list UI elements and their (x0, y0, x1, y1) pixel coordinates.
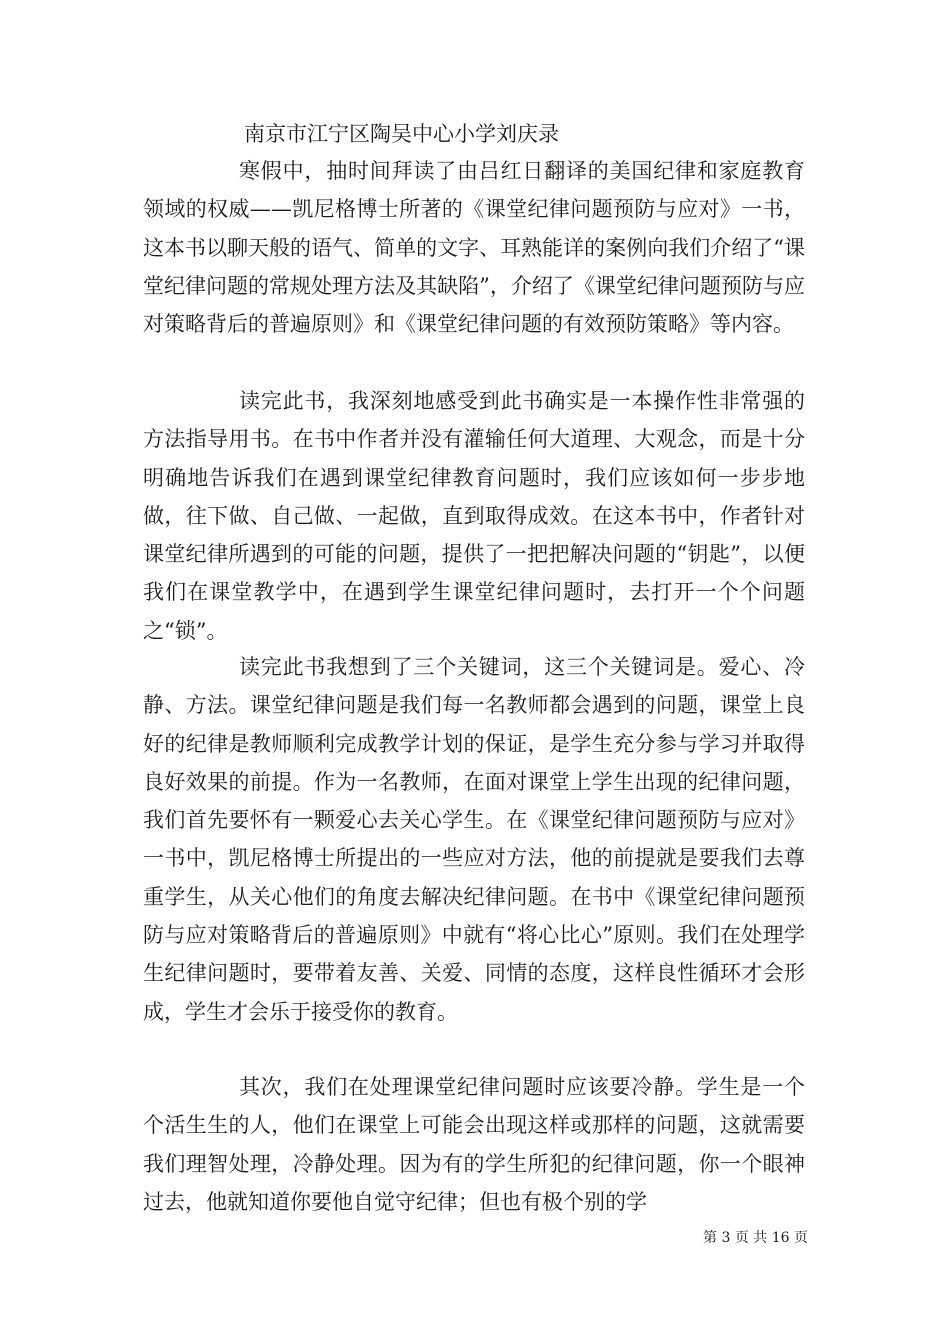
paragraph-4: 其次，我们在处理课堂纪律问题时应该要冷静。学生是一个个活生生的人，他们在课堂上可能会出现这样或那样的问题，这就需要我们理智处理，冷静处理。因为有的学生所犯的纪律问题，你一个眼神过去，他就知道你要他自觉守纪律；但也有极个别的学 (143, 1075, 805, 1214)
paragraph-2: 读完此书，我深刻地感受到此书确实是一本操作性非常强的方法指导用书。在书中作者并没有灌输任何大道理、大观念，而是十分明确地告诉我们在遇到课堂纪律教育问题时，我们应该如何一步步地做，往下做、自己做、一起做，直到取得成效。在这本书中，作者针对课堂纪律所遇到的可能的问题，提供了一把把解决问题的“钥匙”，以便我们在课堂教学中，在遇到学生课堂纪律问题时，去打开一个个问题之“锁”。 (143, 389, 805, 643)
paragraph-3: 读完此书我想到了三个关键词，这三个关键词是。爱心、冷静、方法。课堂纪律问题是我们每一名教师都会遇到的问题，课堂上良好的纪律是教师顺利完成教学计划的保证，是学生充分参与学习并取得良好效果的前提。作为一名教师，在面对课堂上学生出现的纪律问题，我们首先要怀有一颗爱心去关心学生。在《课堂纪律问题预防与应对》一书中，凯尼格博士所提出的一些应对方法，他的前提就是要我们去尊重学生，从关心他们的角度去解决纪律问题。在书中《课堂纪律问题预防与应对策略背后的普遍原则》中就有“将心比心”原则。我们在处理学生纪律问题时，要带着友善、关爱、同情的态度，这样良性循环才会形成，学生才会乐于接受你的教育。 (143, 655, 805, 1024)
page-number-footer: 第 3 页 共 16 页 (703, 1230, 808, 1246)
paragraph-1: 寒假中，抽时间拜读了由吕红日翻译的美国纪律和家庭教育领域的权威——凯尼格博士所著的《课堂纪律问题预防与应对》一书，这本书以聊天般的语气、简单的文字、耳熟能详的案例向我们介绍了“课堂纪律问题的常规处理方法及其缺陷”，介绍了《课堂纪律问题预防与应对策略背后的普遍原则》和《课堂纪律问题的有效预防策略》等内容。 (143, 159, 805, 337)
author-line: 南京市江宁区陶吴中心小学刘庆录 (244, 122, 559, 146)
